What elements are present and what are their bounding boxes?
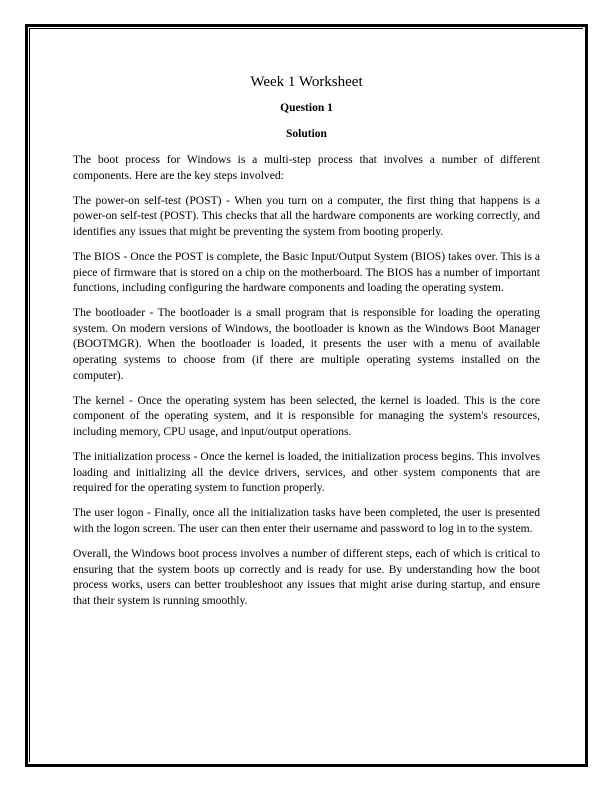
solution-heading: Solution [286,128,327,140]
paragraph-initialization: The initialization process - Once the kernel is loaded, the initialization process begins. This involves loading and initializing all the device drivers, services, and other system components that are required for the operating system to function properly. [73,450,540,495]
question-heading: Question 1 [280,102,333,114]
paragraph-conclusion: Overall, the Windows boot process involves a number of different steps, each of which is critical to ensuring that the system boots up correctly and is ready for use. By understanding how the boot process works, users can better troubleshoot any issues that might arise during startup, and ensure that their system is running smoothly. [73,546,540,607]
paragraph-kernel: The kernel - Once the operating system has been selected, the kernel is loaded. This is the core component of the operating system, and it is responsible for managing the system's resources, including memory, CPU usage, and input/output operations. [73,393,540,438]
paragraph-bios: The BIOS - Once the POST is complete, the Basic Input/Output System (BIOS) takes over. This is a piece of firmware that is stored on a chip on the motherboard. The BIOS has a number of important functions, including configuring the hardware components and loading the operating system. [73,249,540,295]
document-title: Week 1 Worksheet [250,74,363,90]
paragraph-intro: The boot process for Windows is a multi-step process that involves a number of different components. Here are the key steps involved: [73,153,540,182]
document-body [73,72,540,618]
paragraph-post: The power-on self-test (POST) - When you turn on a computer, the first thing that happens is a power-on self-test (POST). This checks that all the hardware components are working correctly, and identifies any issues that might be preventing the system from booting properly. [73,193,540,238]
paragraph-user-logon: The user logon - Finally, once all the initialization tasks have been completed, the user is presented with the logon screen. The user can then enter their username and password to log in to the system. [73,506,540,535]
paragraph-bootloader: The bootloader - The bootloader is a small program that is responsible for loading the operating system. On modern versions of Windows, the bootloader is known as the Windows Boot Manager (BOOTMGR). When the bootloader is loaded, it presents the user with a menu of available operating systems to choose from (if there are multiple operating systems installed on the computer). [73,306,540,382]
